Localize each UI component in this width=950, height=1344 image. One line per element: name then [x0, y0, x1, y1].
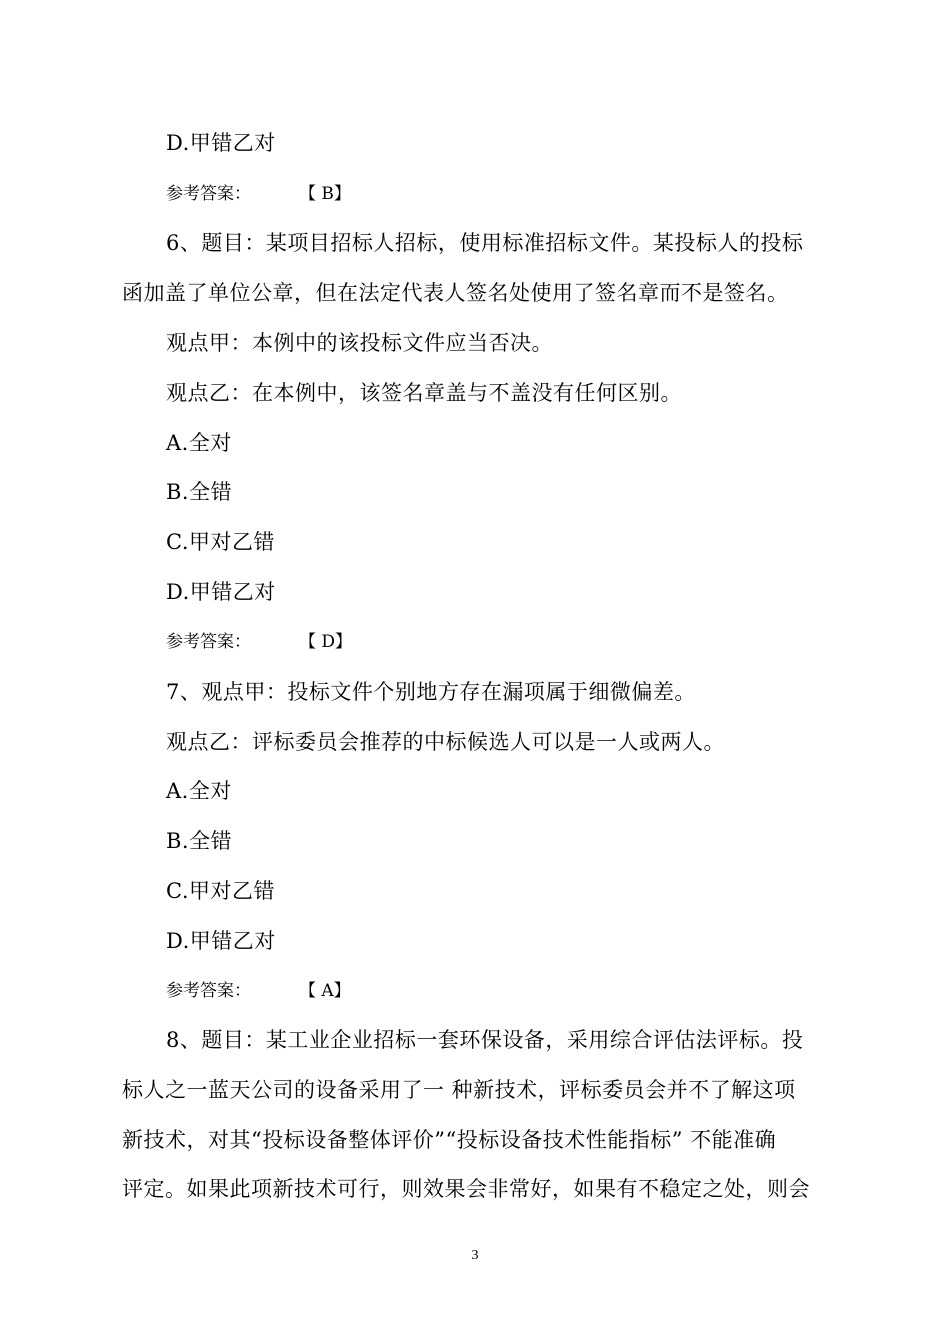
q7-answer — [166, 976, 351, 1006]
answer-prefix: 参考答案： — [166, 981, 251, 1001]
page-number: 3 — [471, 1248, 479, 1263]
q6-view-b: 观点乙：在本例中，该签名章盖与不盖没有任何区别。 — [166, 381, 682, 405]
q6-option-d: D.甲错乙对 — [166, 580, 276, 604]
q6-title-line2: 函加盖了单位公章，但在法定代表人签名处使用了签名章而不是签名。 — [122, 281, 789, 305]
answer-value: 【 B】 — [299, 184, 351, 204]
q8-line4: 评定。如果此项新技术可行，则效果会非常好，如果有不稳定之处，则会 — [122, 1177, 810, 1201]
q6-option-b: B.全错 — [166, 480, 233, 504]
q6-view-a: 观点甲：本例中的该投标文件应当否决。 — [166, 331, 553, 355]
q6-option-c: C.甲对乙错 — [166, 530, 275, 554]
answer-prefix: 参考答案： — [166, 632, 251, 652]
q7-view-a: 7、观点甲：投标文件个别地方存在漏项属于细微偏差。 — [166, 680, 696, 704]
q6-option-a: A.全对 — [166, 431, 232, 455]
answer-prefix: 参考答案： — [166, 184, 251, 204]
answer-value: 【 A】 — [299, 981, 351, 1001]
q8-line1: 8、题目：某工业企业招标一套环保设备，采用综合评估法评标。投 — [166, 1028, 804, 1052]
q5-option-d: D.甲错乙对 — [166, 131, 276, 155]
answer-value: 【 D】 — [299, 632, 353, 652]
q8-line3: 新技术，对其“投标设备整体评价”“投标设备技术性能指标” 不能准确 — [122, 1128, 777, 1152]
q5-answer — [166, 179, 351, 209]
q7-option-d: D.甲错乙对 — [166, 929, 276, 953]
q7-option-a: A.全对 — [166, 779, 232, 803]
q7-option-c: C.甲对乙错 — [166, 879, 275, 903]
q6-title-line1: 6、题目：某项目招标人招标，使用标准招标文件。某投标人的投标 — [166, 231, 804, 255]
q8-line2: 标人之一蓝天公司的设备采用了一 种新技术，评标委员会并不了解这项 — [122, 1078, 796, 1102]
q6-answer — [166, 627, 352, 657]
q7-option-b: B.全错 — [166, 829, 233, 853]
q7-view-b: 观点乙：评标委员会推荐的中标候选人可以是一人或两人。 — [166, 730, 725, 754]
